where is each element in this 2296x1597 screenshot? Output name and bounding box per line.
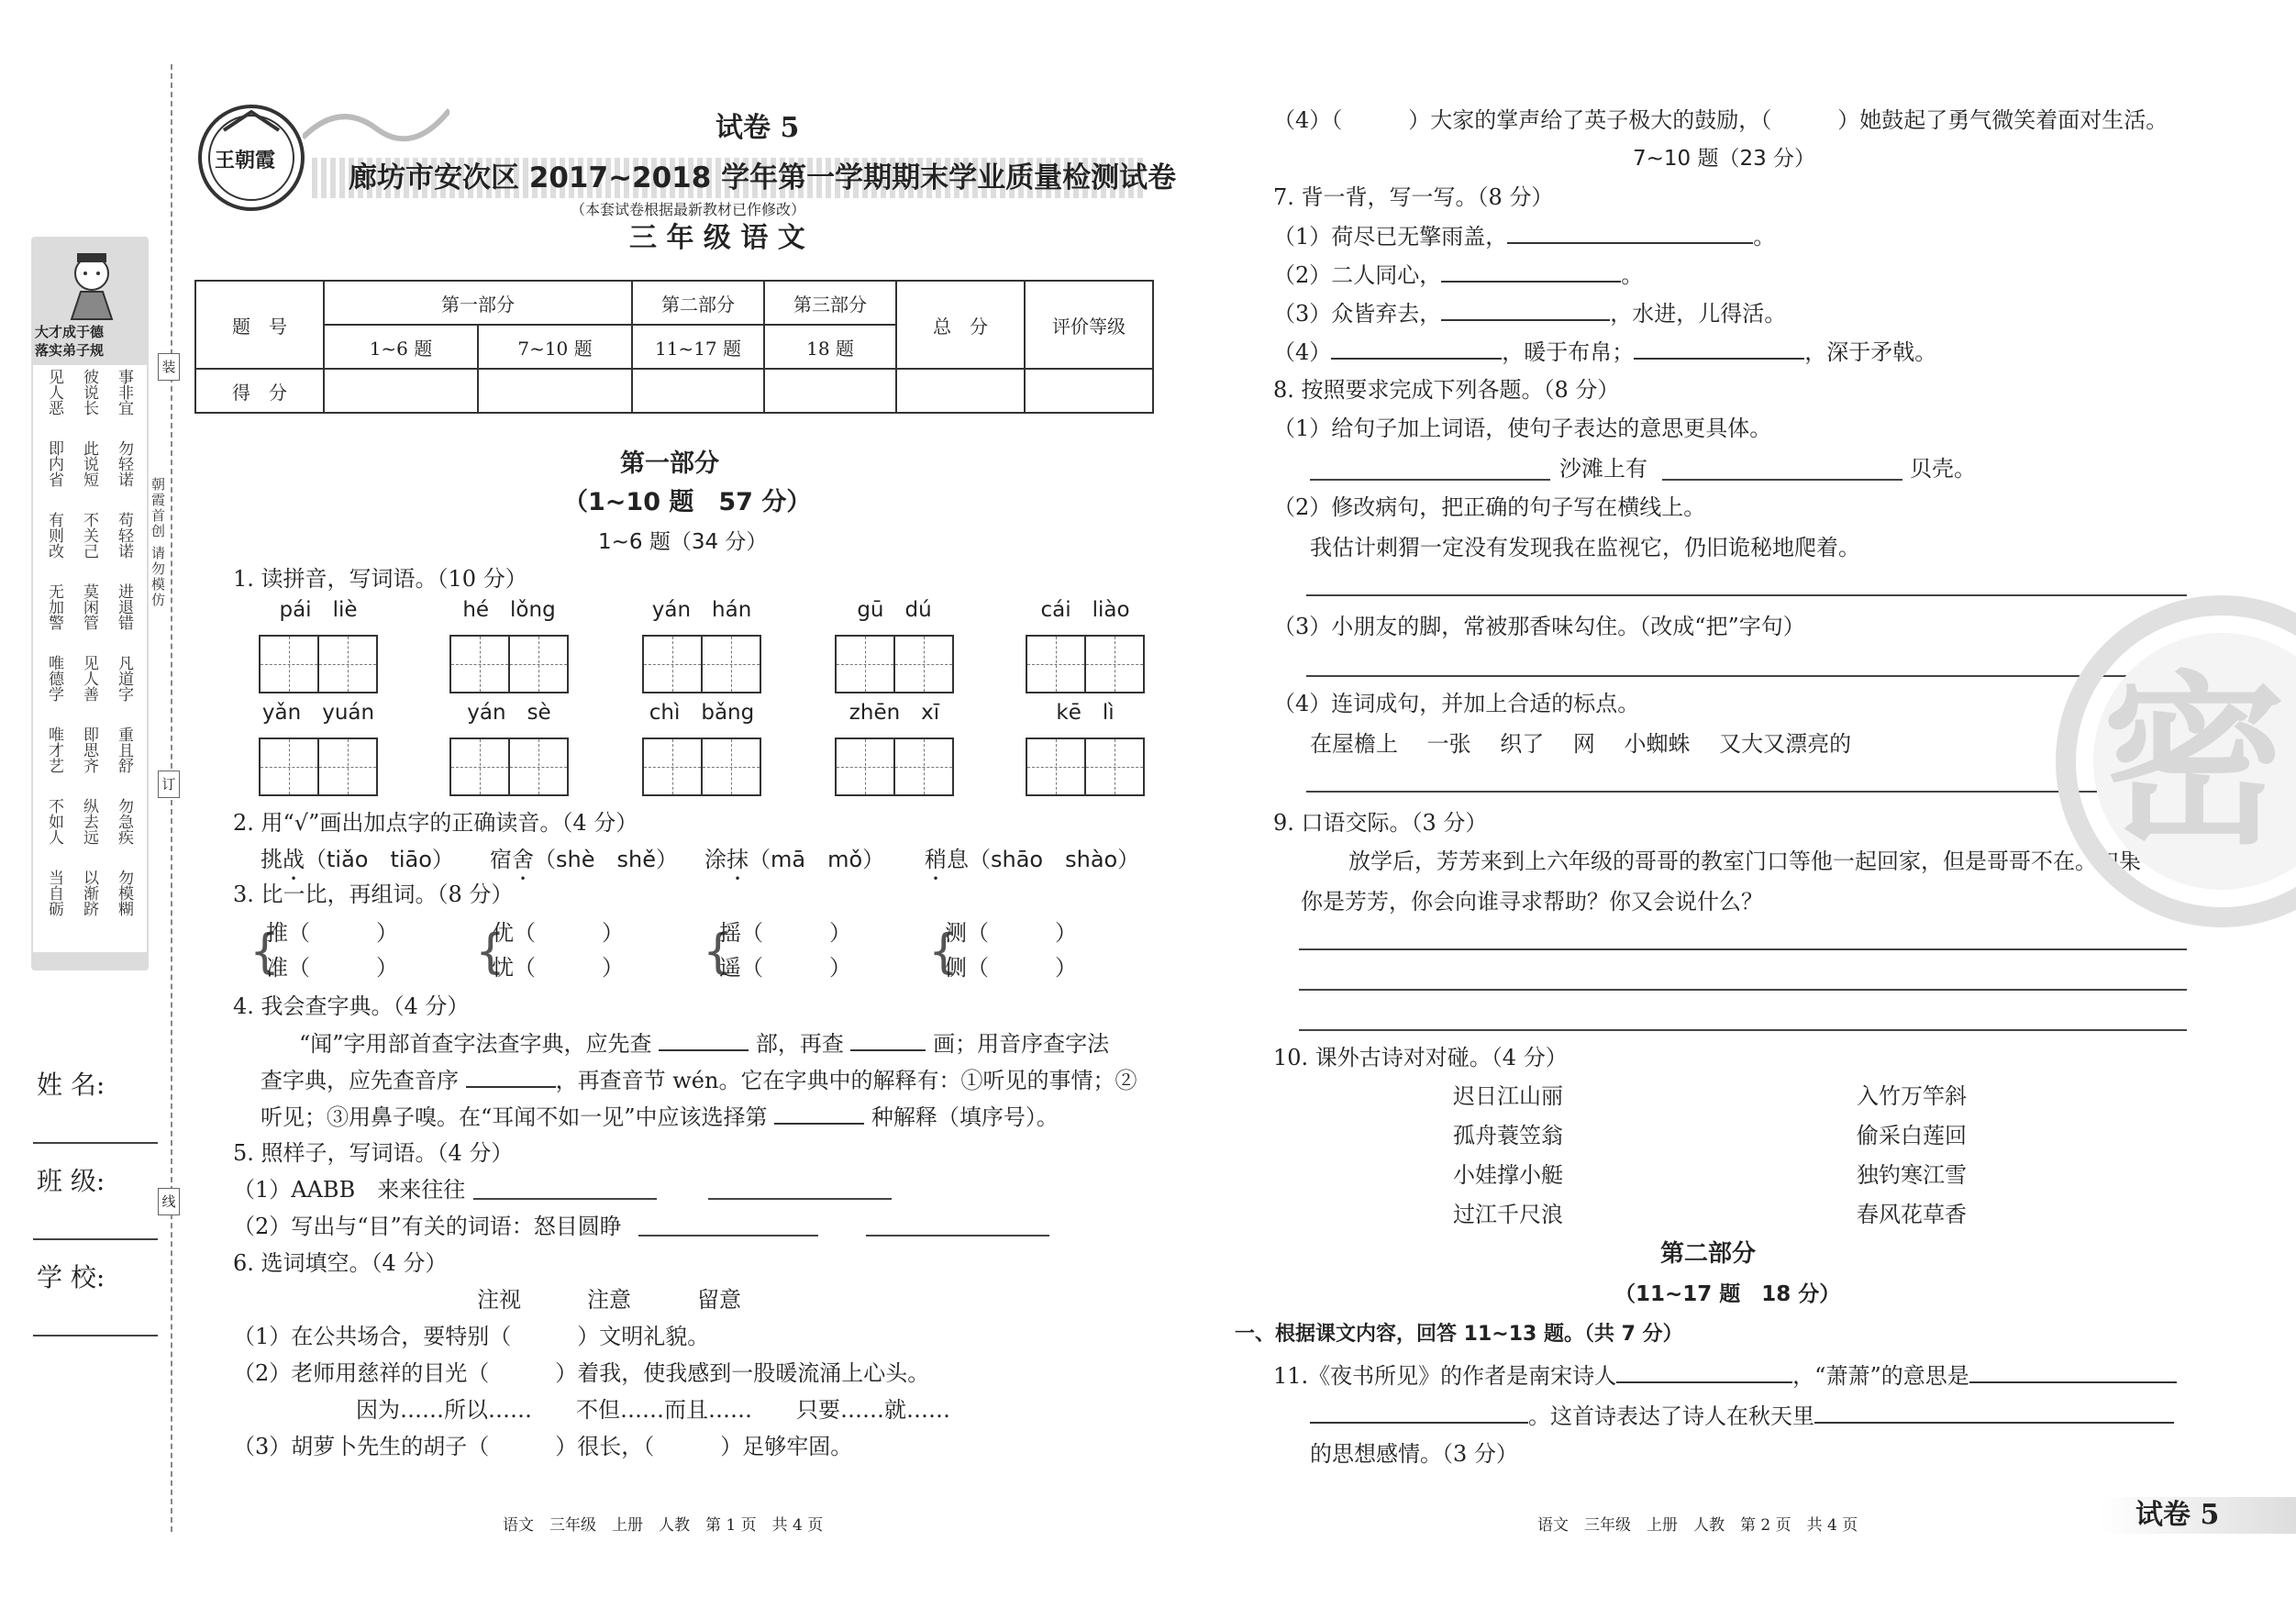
poem-line[interactable]: 入竹万竿斜 xyxy=(1857,1083,1967,1109)
pinyin-label: chì bǎng xyxy=(649,701,755,725)
q7-item-1 xyxy=(1273,222,1775,250)
q6-item-3[interactable]: （3）胡萝卜先生的胡子（ ）很长，（ ）足够牢固。 xyxy=(233,1434,853,1459)
writing-grid[interactable] xyxy=(449,635,569,693)
writing-grid[interactable] xyxy=(259,738,378,796)
q8-item-4: （4）连词成句，并加上合适的标点。 xyxy=(1273,691,1640,716)
q6-item-2[interactable]: （2）老师用慈祥的目光（ ）着我，使我感到一股暖流涌上心头。 xyxy=(233,1360,930,1386)
proverb-column: 唯德学 xyxy=(45,655,63,702)
q7-text: （1）荷尽已无擎雨盖， xyxy=(1273,224,1508,250)
part1-title: 第一部分 xyxy=(620,449,719,478)
poem-line[interactable]: 孤舟蓑笠翁 xyxy=(1453,1123,1563,1148)
q7-blank[interactable] xyxy=(1634,338,1804,360)
q9-line-1: 放学后，芳芳来到上六年级的哥哥的教室门口等他一起回家，但是哥哥不在。如果 xyxy=(1348,848,2141,874)
q2-char: 涂 xyxy=(704,847,727,872)
q3-word-blank[interactable]: 侧（ ） xyxy=(945,955,1077,981)
proverb-column: 进退错 xyxy=(115,583,133,630)
proverb-column: 此说短 xyxy=(80,440,98,487)
proverb-column: 当自砺 xyxy=(45,870,63,916)
poem-line[interactable]: 小娃撑小艇 xyxy=(1453,1162,1563,1188)
q11-blank-poet[interactable] xyxy=(1616,1361,1792,1383)
q11-blank[interactable] xyxy=(1814,1402,2174,1424)
sub-range-1-6: 1~6 题（34 分） xyxy=(598,530,768,554)
q6-conjunctions: 因为……所以…… 不但……而且…… 只要……就…… xyxy=(356,1397,950,1423)
q7-text: ，水进，儿得活。 xyxy=(1610,301,1787,327)
q5-item-2: （2）写出与“目”有关的词语：怒目圆睁 xyxy=(233,1214,622,1239)
q3-word-blank[interactable]: 测（ ） xyxy=(945,920,1077,946)
title-note: （本套试卷根据最新教材已作修改） xyxy=(571,201,806,218)
footer-left: 语文 三年级 上册 人教 第 1 页 共 4 页 xyxy=(503,1516,824,1535)
q11-line-3: 的思想感情。（3 分） xyxy=(1310,1441,1518,1467)
binding-mark-2: 订 xyxy=(158,771,180,798)
proverb-column: 有则改 xyxy=(45,512,63,559)
sub-range-7-10: 7~10 题（23 分） xyxy=(1633,147,1816,171)
header-cell-7-10: 7~10 题 xyxy=(478,325,632,369)
q8-item-2: （2）修改病句，把正确的句子写在横线上。 xyxy=(1273,494,1706,520)
pinyin-label: zhēn xī xyxy=(849,701,940,725)
q2-readings: （shè shě） xyxy=(534,847,678,872)
proverb-column: 事非宜 xyxy=(115,369,133,416)
pinyin-label: kē lì xyxy=(1056,701,1115,725)
q11-line-2 xyxy=(1310,1402,2174,1430)
q2-title: 2. 用“√”画出加点字的正确读音。（4 分） xyxy=(233,810,638,836)
header-cell-part1: 第一部分 xyxy=(324,281,632,325)
q2-option[interactable] xyxy=(925,846,1139,885)
q7-text: ，暖于布帛； xyxy=(1502,339,1635,365)
q3-title: 3. 比一比，再组词。（8 分） xyxy=(233,882,514,907)
q7-blank[interactable] xyxy=(1507,222,1753,244)
brace-icon: { xyxy=(475,925,506,980)
score-cell[interactable] xyxy=(478,369,632,413)
secret-watermark: 密 xyxy=(2024,587,2296,936)
q6-title: 6. 选词填空。（4 分） xyxy=(233,1250,448,1276)
q7-item-4 xyxy=(1273,338,1936,366)
q8-1-blank[interactable] xyxy=(1310,479,1550,481)
q4-text: 画；用音序查字法 xyxy=(933,1031,1110,1057)
part1-range: （1~10 题 57 分） xyxy=(563,488,812,516)
name-label: 姓 名: xyxy=(37,1070,105,1100)
q7-blank[interactable] xyxy=(1441,261,1621,283)
writing-grid[interactable] xyxy=(259,635,378,693)
q6-item-1[interactable]: （1）在公共场合，要特别（ ）文明礼貌。 xyxy=(233,1324,710,1349)
proverb-column: 勿轻诺 xyxy=(115,440,133,487)
q7-text: （3）众皆弃去， xyxy=(1273,301,1442,327)
class-label: 班 级: xyxy=(37,1166,105,1196)
q5-blank[interactable] xyxy=(638,1235,818,1237)
proverb-column: 重且舒 xyxy=(115,726,133,773)
q11-text: 11.《夜书所见》的作者是南宋诗人 xyxy=(1273,1363,1617,1389)
proverbs-block xyxy=(33,365,147,952)
name-field[interactable] xyxy=(33,1142,158,1144)
q2-dotted-char: 舍 xyxy=(512,847,534,872)
school-field[interactable] xyxy=(33,1335,158,1336)
pinyin-label: yán hán xyxy=(651,598,752,622)
proverb-column: 无加警 xyxy=(45,583,63,630)
part2-title: 第二部分 xyxy=(1660,1240,1757,1268)
proverb-column: 苟轻诺 xyxy=(115,512,133,559)
q5-title: 5. 照样子，写词语。（4 分） xyxy=(233,1140,514,1166)
q9-answer-line[interactable] xyxy=(1299,948,2187,950)
q5-blank[interactable] xyxy=(473,1198,657,1200)
brace-icon: { xyxy=(928,925,959,980)
writing-grid[interactable] xyxy=(835,635,954,693)
q11-text: ，“萧萧”的意思是 xyxy=(1792,1363,1969,1389)
score-cell[interactable] xyxy=(896,369,1025,413)
q7-text: 。 xyxy=(1753,224,1776,250)
q4-text: “闻”字用部首查字法查字典，应先查 xyxy=(299,1031,652,1057)
q9-answer-line[interactable] xyxy=(1299,1029,2187,1031)
logo-text: 王朝霞 xyxy=(215,149,276,172)
score-label-cell: 得 分 xyxy=(195,369,324,413)
proverb-column: 不关己 xyxy=(80,512,98,559)
brace-icon: { xyxy=(703,925,734,980)
footer-right: 语文 三年级 上册 人教 第 2 页 共 4 页 xyxy=(1537,1516,1858,1535)
q2-dotted-char: 战 xyxy=(283,847,305,872)
pinyin-label: gū dú xyxy=(857,598,932,622)
poem-line[interactable]: 过江千尺浪 xyxy=(1453,1202,1563,1227)
q3-word-blank[interactable]: 忧（ ） xyxy=(492,955,624,981)
q8-item-3: （3）小朋友的脚，常被那香味勾住。（改成“把”字句） xyxy=(1273,614,1805,639)
q4-line2 xyxy=(261,1066,1137,1094)
pinyin-label: yán sè xyxy=(467,701,551,725)
q4-text: ，再查音节 wén。它在字典中的解释有：①听见的事情；② xyxy=(555,1068,1137,1093)
q6-item-4[interactable]: （4）（ ）大家的掌声给了英子极大的鼓励，（ ）她鼓起了勇气微笑着面对生活。 xyxy=(1273,107,2168,133)
fold-line xyxy=(171,64,172,1532)
q9-answer-line[interactable] xyxy=(1299,989,2187,991)
q4-text: 听见；③用鼻子嗅。在“耳闻不如一见”中应该选择第 xyxy=(261,1104,768,1130)
q4-blank-radical[interactable] xyxy=(659,1029,749,1051)
writing-grid[interactable] xyxy=(1026,738,1145,796)
q4-title: 4. 我会查字典。（4 分） xyxy=(233,993,470,1019)
q5-item-1: （1）AABB 来来往往 xyxy=(233,1177,466,1203)
q8-title: 8. 按照要求完成下列各题。（8 分） xyxy=(1273,377,1620,403)
proverb-column: 彼说长 xyxy=(80,369,98,416)
section-1-title: 一、根据课文内容，回答 11~13 题。（共 7 分） xyxy=(1235,1323,1683,1346)
q7-item-2 xyxy=(1273,261,1643,289)
proverb-column: 勿模糊 xyxy=(115,870,133,916)
q4-text: 部，再查 xyxy=(755,1031,844,1057)
score-cell[interactable] xyxy=(632,369,764,413)
q8-1-blank[interactable] xyxy=(1662,479,1902,481)
proverb-column: 纵去远 xyxy=(80,798,98,845)
score-cell[interactable] xyxy=(764,369,896,413)
pinyin-label: yǎn yuán xyxy=(261,701,375,725)
q2-readings: （mā mǒ） xyxy=(749,847,885,872)
q2-readings: 息（shāo shào） xyxy=(947,847,1140,872)
proverb-column: 不如人 xyxy=(45,798,63,845)
copyright-note: 朝霞首创 请勿模仿 xyxy=(150,477,166,608)
mascot-icon xyxy=(53,246,130,323)
header-cell-number: 题 号 xyxy=(195,281,324,369)
q2-dotted-char: 抹 xyxy=(727,847,749,872)
ribbon-decoration xyxy=(303,101,449,156)
brace-icon: { xyxy=(250,925,281,980)
header-cell-grade: 评价等级 xyxy=(1025,281,1153,369)
q7-blank[interactable] xyxy=(1331,338,1502,360)
q7-text: （4） xyxy=(1273,339,1332,365)
q7-text: （2）二人同心， xyxy=(1273,262,1442,288)
writing-grid[interactable] xyxy=(642,738,761,796)
writing-grid[interactable] xyxy=(1026,635,1145,693)
proverb-column: 凡道字 xyxy=(115,655,133,702)
pinyin-label: hé lǒng xyxy=(462,598,556,622)
writing-grid[interactable] xyxy=(642,635,761,693)
header-cell-part2: 第二部分 xyxy=(632,281,764,325)
q3-word-blank[interactable]: 推（ ） xyxy=(266,920,398,946)
q7-text: 。 xyxy=(1621,262,1644,288)
q8-1-end: 贝壳。 xyxy=(1910,456,1976,482)
q8-4-words: 在屋檐上 一张 织了 网 小蜘蛛 又大又漂亮的 xyxy=(1310,731,1852,757)
q11-line-1 xyxy=(1273,1361,2177,1390)
score-table xyxy=(194,280,1154,414)
binding-mark-3: 线 xyxy=(158,1188,180,1215)
exam-title: 廊坊市安次区 2017~2018 学年第一学期期末学业质量检测试卷 xyxy=(349,161,1177,194)
q9-line-2: 你是芳芳，你会向谁寻求帮助？你又会说什么？ xyxy=(1301,889,1763,915)
q7-text: ，深于矛戟。 xyxy=(1804,339,1937,365)
q3-word-blank[interactable]: 准（ ） xyxy=(266,955,398,981)
q8-2-sentence: 我估计刺猬一定没有发现我在监视它，仍旧诡秘地爬着。 xyxy=(1310,535,1860,560)
subject-title: 三 年 级 语 文 xyxy=(629,222,805,254)
score-cell[interactable] xyxy=(1025,369,1153,413)
header-cell-part3: 第三部分 xyxy=(764,281,896,325)
q7-blank[interactable] xyxy=(1441,299,1610,321)
q4-line3 xyxy=(261,1103,1059,1131)
part2-range: （11~17 题 18 分） xyxy=(1614,1282,1841,1306)
q2-char: 宿 xyxy=(490,847,512,872)
proverb-column: 即思齐 xyxy=(80,726,98,773)
q4-blank-strokes[interactable] xyxy=(850,1029,926,1051)
q5-blank[interactable] xyxy=(708,1198,892,1200)
q2-char: 挑 xyxy=(261,847,283,872)
poem-line[interactable]: 春风花草香 xyxy=(1857,1202,1967,1227)
series-tag: 试卷 5 xyxy=(715,112,800,144)
q4-blank-choice[interactable] xyxy=(774,1103,864,1125)
writing-grid[interactable] xyxy=(449,738,569,796)
q1-title: 1. 读拼音，写词语。（10 分） xyxy=(233,566,527,592)
poem-line[interactable]: 独钓寒江雪 xyxy=(1857,1162,1967,1188)
q3-word-blank[interactable]: 遥（ ） xyxy=(719,955,851,981)
binding-mark-1: 装 xyxy=(158,353,180,381)
score-cell[interactable] xyxy=(324,369,478,413)
q4-line1 xyxy=(299,1029,1109,1058)
q7-title: 7. 背一背，写一写。（8 分） xyxy=(1273,184,1554,210)
q11-text: 。这首诗表达了诗人在秋天里 xyxy=(1528,1403,1814,1429)
q7-item-3 xyxy=(1273,299,1786,327)
proverb-column: 即内省 xyxy=(45,440,63,487)
school-label: 学 校: xyxy=(37,1262,105,1292)
q4-text: 查字典，应先查音序 xyxy=(261,1068,459,1093)
q2-dotted-char: 稍 xyxy=(925,847,947,872)
proverb-column: 勿急疾 xyxy=(115,798,133,845)
q4-blank-letter[interactable] xyxy=(466,1066,556,1088)
q2-option[interactable] xyxy=(704,846,884,885)
writing-grid[interactable] xyxy=(835,738,954,796)
proverb-column: 莫闲管 xyxy=(80,583,98,630)
q2-readings: （tiǎo tiāo） xyxy=(305,847,454,872)
proverb-column: 见人善 xyxy=(80,655,98,702)
header-cell-total: 总 分 xyxy=(896,281,1025,369)
q11-blank-meaning[interactable] xyxy=(1969,1361,2177,1383)
q2-option[interactable] xyxy=(490,846,678,885)
q5-blank[interactable] xyxy=(866,1235,1049,1237)
proverb-column: 以渐跻 xyxy=(80,870,98,916)
poem-line[interactable]: 偷采白莲回 xyxy=(1857,1123,1967,1148)
q2-option[interactable] xyxy=(261,846,454,885)
q8-item-1: （1）给句子加上词语，使句子表达的意思更具体。 xyxy=(1273,416,1772,441)
q6-words: 注视 注意 留意 xyxy=(477,1287,741,1313)
header-cell-18: 18 题 xyxy=(764,325,896,369)
corner-tag: 试卷 5 xyxy=(2135,1499,2220,1531)
q11-blank[interactable] xyxy=(1310,1402,1528,1424)
sidebar-slogan-1: 大才成于德 xyxy=(35,324,105,340)
proverb-column: 唯才艺 xyxy=(45,726,63,773)
q8-1-middle: 沙滩上有 xyxy=(1559,456,1647,482)
poem-line[interactable]: 迟日江山丽 xyxy=(1453,1083,1563,1109)
header-cell-11-17: 11~17 题 xyxy=(632,325,764,369)
q10-title: 10. 课外古诗对对碰。（4 分） xyxy=(1273,1045,1568,1070)
q3-word-blank[interactable]: 优（ ） xyxy=(492,920,624,946)
class-field[interactable] xyxy=(33,1238,158,1240)
q9-title: 9. 口语交际。（3 分） xyxy=(1273,810,1488,836)
q4-text: 种解释（填序号）。 xyxy=(871,1104,1059,1130)
q3-word-blank[interactable]: 摇（ ） xyxy=(719,920,851,946)
pinyin-label: pái liè xyxy=(279,598,358,622)
proverb-column: 见人恶 xyxy=(45,369,63,416)
pinyin-label: cái liào xyxy=(1040,598,1130,622)
sidebar-slogan-2: 落实弟子规 xyxy=(35,342,105,359)
header-cell-1-6: 1~6 题 xyxy=(324,325,478,369)
